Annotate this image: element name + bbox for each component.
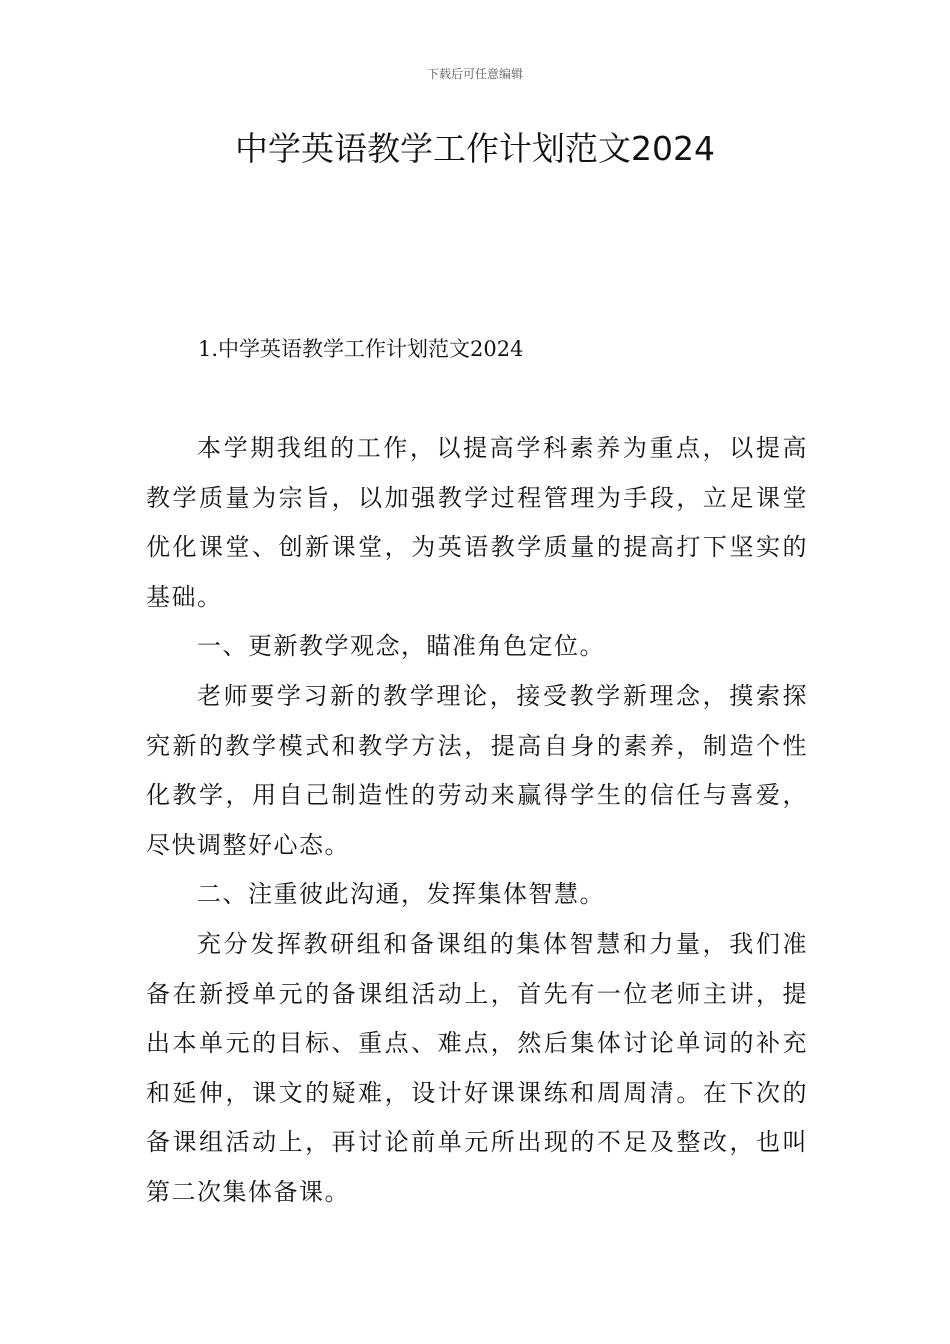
paragraph-teacher-learning: 老师要学习新的教学理论，接受教学新理念，摸索探究新的教学模式和教学方法，提高自身的素养，制造个性化教学，用自己制造性的劳动来赢得学生的信任与喜爱，尽快调整好心态。 [146,681,808,859]
document-title: 中学英语教学工作计划范文2024 [235,129,715,168]
header-note: 下载后可任意编辑 [426,67,523,81]
paragraph-collective-prep: 充分发挥教研组和备课组的集体智慧和力量，我们准备在新授单元的备课组活动上，首先有一位老师主讲，提出本单元的目标、重点、难点，然后集体讨论单词的补充和延伸，课文的疑难，设计好课课练和周周清。在下次的备课组活动上，再讨论前单元所出现的不足及整改，也叫第二次集体备课。 [146,929,808,1206]
paragraph-heading-one: 一、更新教学观念，瞄准角色定位。 [197,632,605,661]
paragraph-heading-two: 二、注重彼此沟通，发挥集体智慧。 [197,880,605,909]
section-heading: 1.中学英语教学工作计划范文2024 [198,337,524,361]
paragraph-intro: 本学期我组的工作，以提高学科素养为重点，以提高教学质量为宗旨，以加强教学过程管理为手段，立足课堂优化课堂、创新课堂，为英语教学质量的提高打下坚实的基础。 [146,434,808,611]
body-text [146,424,808,1218]
